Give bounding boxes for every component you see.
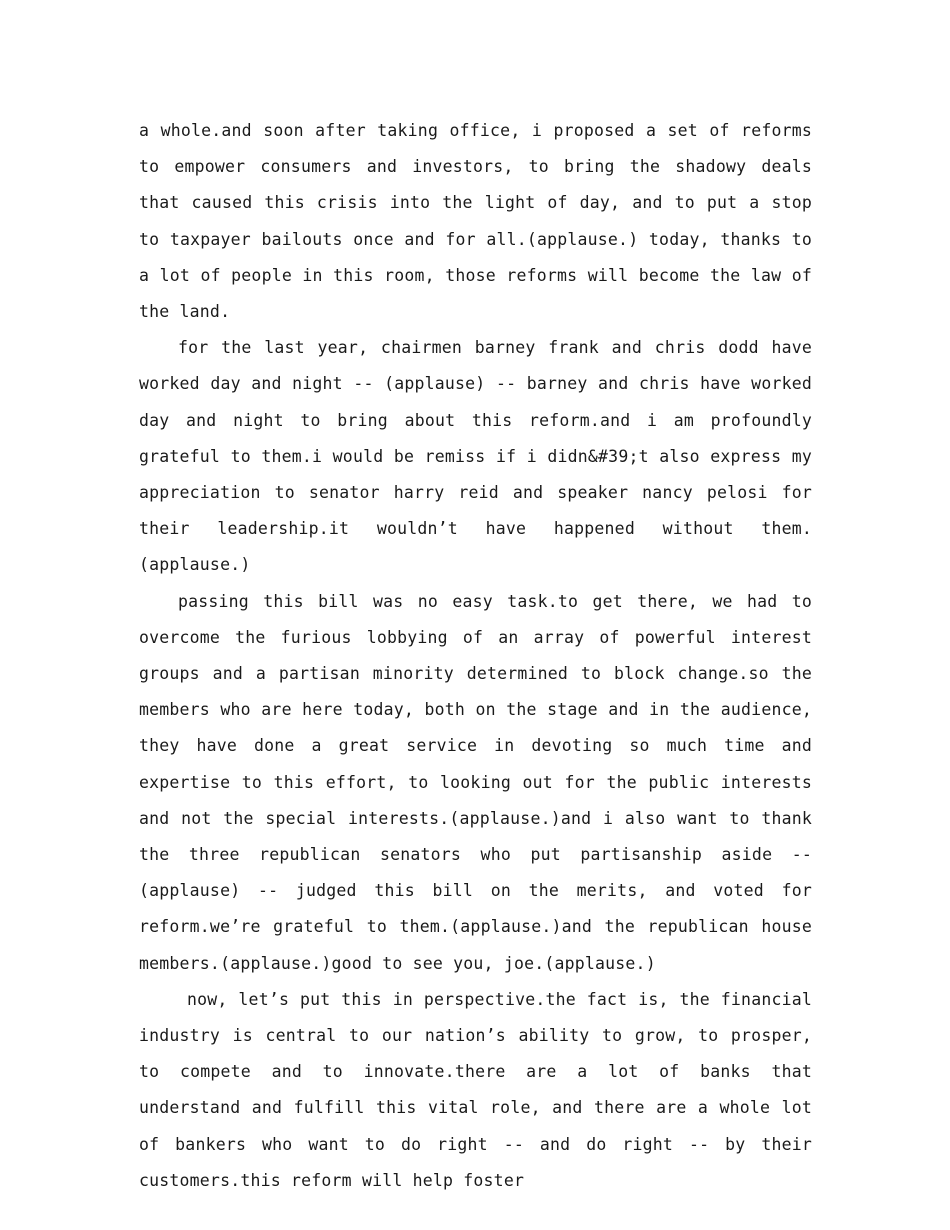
paragraph-1: a whole.and soon after taking office, i proposed a set of reforms to empower consumers and investors, to bring the shadowy deals that caused this crisis into the light of day, and to put a stop to taxpayer bailouts once and for all.(applause.) today, thanks to a lot of people in this room, those reforms will become the law of the land. xyxy=(139,121,812,322)
body-text xyxy=(139,113,812,1199)
paragraph-2: for the last year, chairmen barney frank and chris dodd have worked day and night -- (applause) -- barney and chris have worked day and night to bring about this reform.and i am profoundly grateful to them.i would be remiss if i didn&#39;t also express my appreciation to senator harry reid and speaker nancy pelosi for their leadership.it wouldn’t have happened without them.(applause.) xyxy=(139,338,812,575)
paragraph-3: passing this bill was no easy task.to get there, we had to overcome the furious lobbying of an array of powerful interest groups and a partisan minority determined to block change.so the members who are here today, both on the stage and in the audience, they have done a great service in devoting so much time and expertise to this effort, to looking out for the public interests and not the special interests.(applause.)and i also want to thank the three republican senators who put partisanship aside -- (applause) -- judged this bill on the merits, and voted for reform.we’re grateful to them.(applause.)and the republican house members.(applause.)good to see you, joe.(applause.) xyxy=(139,591,812,973)
paragraph-4: now, let’s put this in perspective.the fact is, the financial industry is central to our nation’s ability to grow, to prosper, to compete and to innovate.there are a lot of banks that understand and fulfill this vital role, and there are a whole lot of bankers who want to do right -- and do right -- by their customers.this reform will help foster xyxy=(139,989,812,1190)
